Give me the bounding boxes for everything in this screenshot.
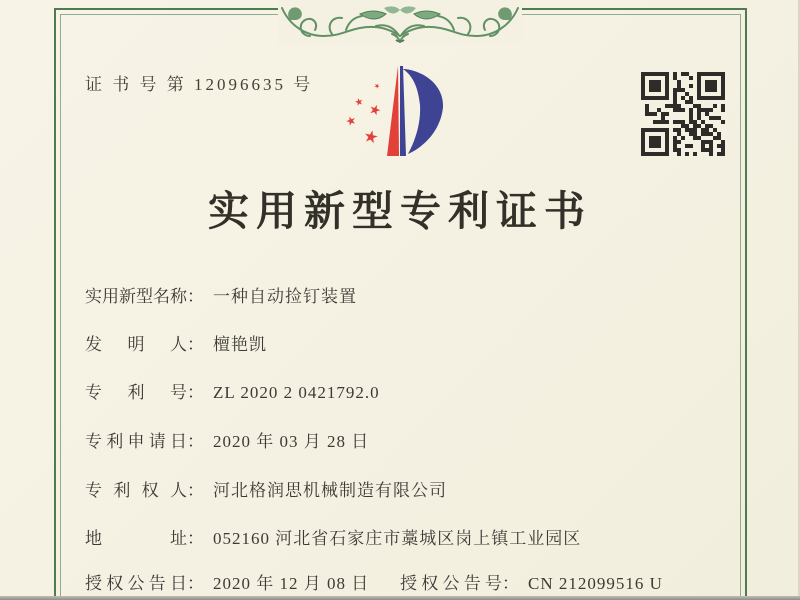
green-flourish-ornament <box>278 0 522 44</box>
field-label: 实用新型名称 <box>85 287 187 306</box>
field-label: 地址 <box>85 529 187 548</box>
field-colon: ： <box>187 383 204 402</box>
field-row-grant-number <box>400 574 663 594</box>
field-row-inventor <box>85 335 267 355</box>
certificate-number: 证 书 号 第 12096635 号 <box>85 75 314 94</box>
scan-bottom-edge <box>0 596 800 600</box>
field-row-utility-model-name <box>85 287 357 307</box>
field-row-filing-date <box>85 432 369 452</box>
field-value: 一种自动捡钉装置 <box>213 287 357 306</box>
field-colon: ： <box>187 335 204 354</box>
field-colon: ： <box>187 529 204 548</box>
cnipa-patent-emblem-icon <box>328 52 468 170</box>
field-value: 052160 河北省石家庄市藁城区岗上镇工业园区 <box>213 529 582 548</box>
field-row-patent-number <box>85 383 380 403</box>
certificate-title: 实用新型专利证书 <box>208 188 592 234</box>
field-colon: ： <box>187 574 204 593</box>
field-label: 专利申请日 <box>85 432 187 451</box>
field-row-grant-date <box>85 574 369 594</box>
field-value: ZL 2020 2 0421792.0 <box>213 383 380 402</box>
field-value: 河北格润思机械制造有限公司 <box>213 481 447 500</box>
field-colon: ： <box>187 481 204 500</box>
field-label: 发明人 <box>85 335 187 354</box>
field-row-patentee <box>85 481 447 501</box>
field-colon: ： <box>502 574 519 593</box>
field-label: 授权公告日 <box>85 574 187 593</box>
field-colon: ： <box>187 287 204 306</box>
field-label: 专利权人 <box>85 481 187 500</box>
field-label: 授权公告号 <box>400 574 502 593</box>
field-colon: ： <box>187 432 204 451</box>
field-value: 2020 年 12 月 08 日 <box>213 574 370 593</box>
field-label: 专利号 <box>85 383 187 402</box>
field-value: 2020 年 03 月 28 日 <box>213 432 370 451</box>
field-value: 檀艳凯 <box>213 335 267 354</box>
qr-code <box>641 72 725 156</box>
field-value: CN 212099516 U <box>528 574 663 593</box>
field-row-address <box>85 529 581 549</box>
